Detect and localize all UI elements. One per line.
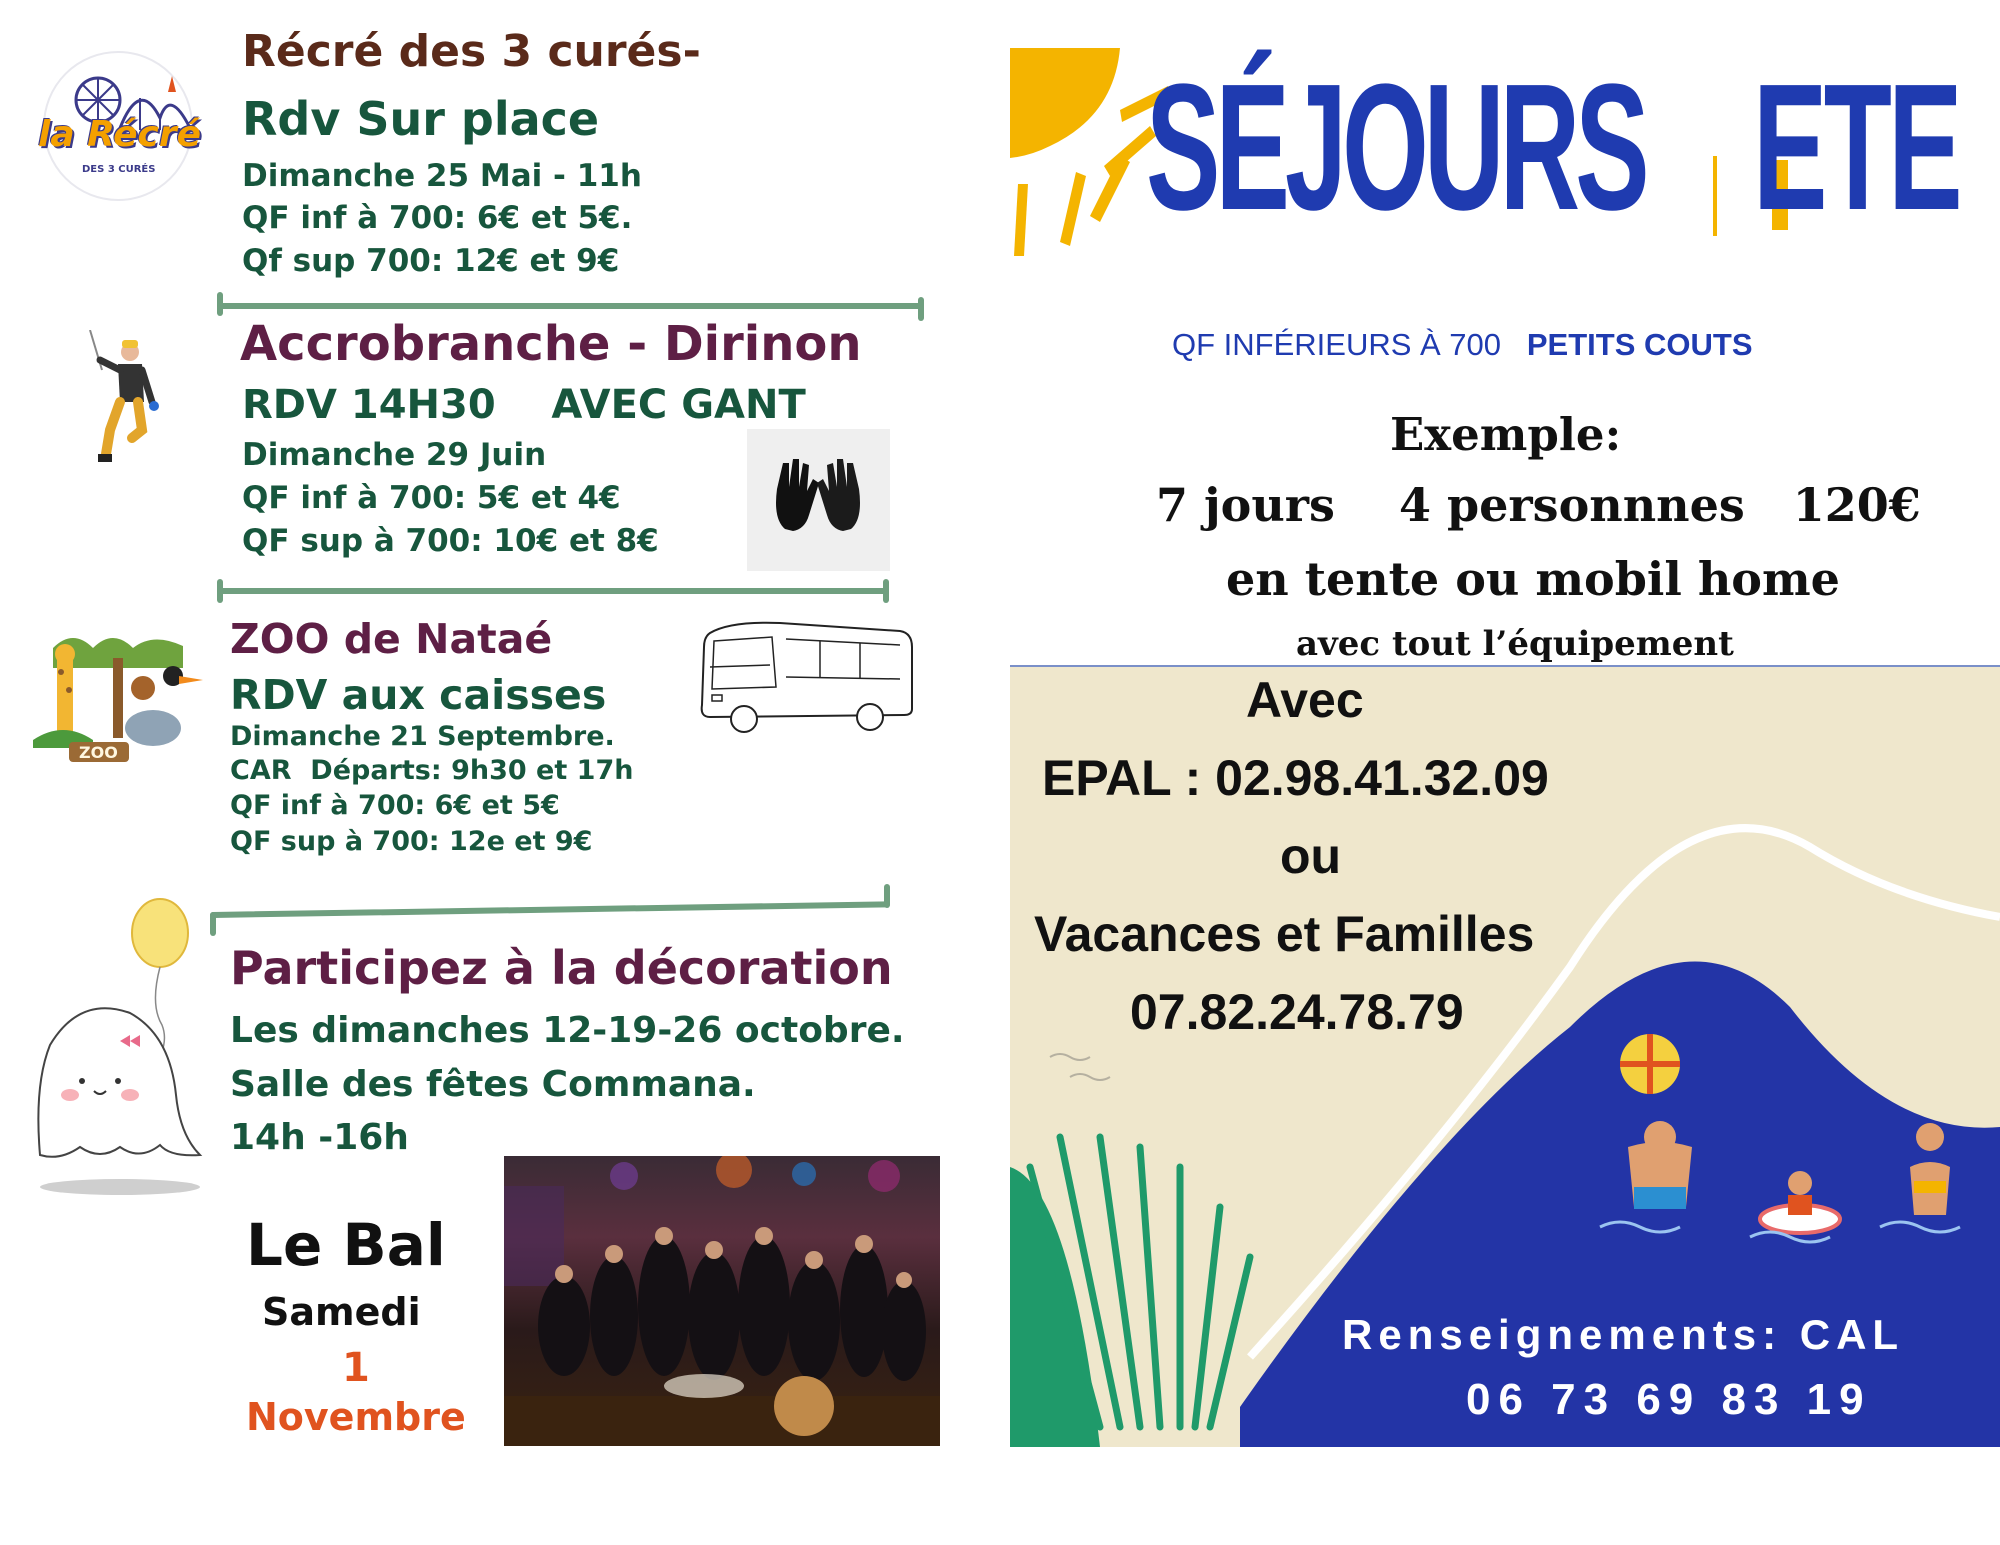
qf-line bbox=[1172, 327, 1753, 363]
accro-price-high: QF sup à 700: 10€ et 8€ bbox=[242, 523, 659, 559]
accro-date: Dimanche 29 Juin bbox=[242, 437, 547, 473]
accro-title: Accrobranche - Dirinon bbox=[240, 316, 862, 372]
recre-logo-sub: DES 3 CURÉS bbox=[82, 164, 156, 175]
glove-icon bbox=[747, 429, 890, 571]
zoo-car: CAR Départs: 9h30 et 17h bbox=[230, 755, 634, 786]
recre-price-low: QF inf à 700: 6€ et 5€. bbox=[242, 200, 633, 236]
recre-price-high: Qf sup 700: 12€ et 9€ bbox=[242, 243, 620, 279]
climber-icon bbox=[70, 330, 170, 470]
vf-label: Vacances et Familles bbox=[1034, 906, 1535, 962]
bus-icon bbox=[690, 617, 920, 747]
bal-title: Le Bal bbox=[246, 1211, 446, 1279]
equipment-line: avec tout l’équipement bbox=[1296, 624, 1734, 664]
zoo-sign: ZOO bbox=[79, 743, 118, 762]
zoo-date: Dimanche 21 Septembre. bbox=[230, 721, 615, 752]
sejours-heading: SÉJOURS bbox=[1146, 47, 1645, 248]
bal-day: Samedi bbox=[262, 1290, 421, 1334]
deco-place: Salle des fêtes Commana. bbox=[230, 1064, 756, 1105]
qf-line-bold: PETITS COUTS bbox=[1526, 327, 1753, 362]
glove-image bbox=[747, 429, 890, 571]
ou-label: ou bbox=[1280, 828, 1342, 884]
zoo-title: ZOO de Nataé bbox=[230, 615, 553, 663]
zoo-price-low: QF inf à 700: 6€ et 5€ bbox=[230, 790, 560, 821]
heading-divider bbox=[1713, 156, 1717, 236]
info-label: Renseignements: CAL bbox=[1342, 1311, 1905, 1358]
vf-phone: 07.82.24.78.79 bbox=[1130, 984, 1464, 1040]
avec-label: Avec bbox=[1246, 672, 1364, 728]
accro-price-low: QF inf à 700: 5€ et 4€ bbox=[242, 480, 621, 516]
recre-title: Récré des 3 curés- bbox=[242, 26, 701, 77]
accro-rdv: RDV 14H30 AVEC GANT bbox=[242, 382, 806, 428]
example-line: 7 jours 4 personnnes 120€ bbox=[1156, 478, 1921, 532]
recre-subtitle: Rdv Sur place bbox=[242, 92, 600, 146]
zoo-rdv: RDV aux caisses bbox=[230, 671, 607, 719]
ghost-balloon-illustration bbox=[20, 895, 210, 1200]
deco-hours: 14h -16h bbox=[230, 1117, 409, 1158]
ball-photo bbox=[504, 1156, 940, 1446]
zoo-price-high: QF sup à 700: 12e et 9€ bbox=[230, 826, 593, 857]
lodging-line: en tente ou mobil home bbox=[1226, 552, 1840, 606]
recre-logo-text: la Récré bbox=[38, 114, 202, 155]
epal-contact: EPAL : 02.98.41.32.09 bbox=[1042, 750, 1549, 806]
bal-num: 1 bbox=[342, 1345, 370, 1391]
info-panel bbox=[1010, 667, 2000, 1447]
example-label: Exemple: bbox=[1390, 408, 1622, 461]
ete-heading: ETE bbox=[1753, 47, 1959, 248]
bal-month: Novembre bbox=[246, 1395, 466, 1439]
deco-title: Participez à la décoration bbox=[230, 941, 893, 995]
qf-line-text: QF INFÉRIEURS À 700 bbox=[1172, 327, 1502, 362]
zoo-illustration bbox=[33, 628, 213, 770]
recre-date: Dimanche 25 Mai - 11h bbox=[242, 158, 642, 194]
deco-dates: Les dimanches 12-19-26 octobre. bbox=[230, 1010, 905, 1051]
info-phone: 06 73 69 83 19 bbox=[1466, 1375, 1872, 1424]
recre-logo bbox=[30, 48, 206, 204]
